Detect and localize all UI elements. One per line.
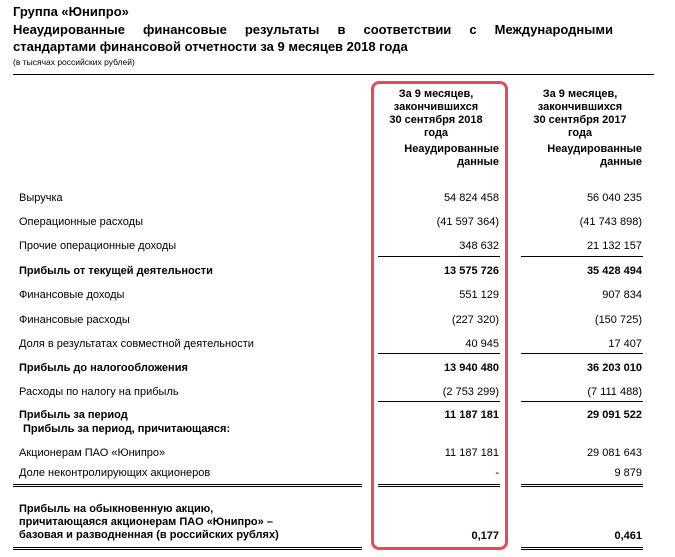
value-2017: 9 879 — [614, 467, 642, 479]
row-label: Прибыль от текущей деятельности — [19, 265, 213, 277]
table-row — [0, 385, 675, 399]
value-2018: (2 753 299) — [442, 386, 499, 398]
highlight-box-2018 — [371, 81, 508, 550]
value-2018: 11 187 181 — [444, 447, 499, 459]
value-2017: 21 132 157 — [586, 240, 642, 252]
table-row — [0, 337, 675, 351]
row-label: Финансовые доходы — [19, 289, 125, 301]
eps-label: Прибыль на обыкновенную акцию, причитающаяся акционерам ПАО «Юнипро» – базовая и разводненная (в российских рублях) — [19, 503, 279, 541]
value-2017: 29 081 643 — [586, 447, 642, 459]
bottom-rule-2017 — [521, 547, 643, 548]
table-row — [0, 466, 675, 480]
total-rule-2017-2 — [521, 486, 643, 487]
value-2018: (41 597 364) — [436, 216, 499, 228]
bottom-rule-left-2 — [13, 549, 362, 550]
bottom-rule-2017-2 — [521, 549, 643, 550]
subtotal-rule-2017 — [521, 256, 643, 257]
eps-value-2018: 0,177 — [471, 530, 499, 542]
total-rule-2017 — [521, 484, 643, 485]
value-2018: 551 129 — [459, 289, 499, 301]
table-row — [0, 215, 675, 229]
total-rule-left-2 — [13, 486, 362, 487]
row-label: Финансовые расходы — [19, 314, 130, 326]
value-2017: 35 428 494 — [586, 265, 642, 277]
value-2017: (41 743 898) — [579, 216, 642, 228]
table-row — [0, 288, 675, 302]
top-rule — [13, 74, 654, 75]
value-2018: (227 320) — [451, 314, 499, 326]
value-2018: - — [495, 467, 499, 479]
table-row — [0, 191, 675, 205]
row-label: Доле неконтролирующих акционеров — [19, 467, 211, 479]
value-2018: 13 575 726 — [443, 265, 499, 277]
value-2018: 11 187 181 — [444, 409, 499, 421]
column-header-2018: За 9 месяцев, закончившихся 30 сентября 2018 года — [389, 88, 483, 139]
value-2017: (7 111 488) — [587, 386, 642, 398]
value-2018: 348 632 — [459, 240, 499, 252]
value-2017: 29 091 522 — [586, 409, 642, 421]
row-label: Операционные расходы — [19, 216, 143, 228]
table-row — [0, 446, 675, 460]
row-label: Доля в результатах совместной деятельности — [19, 338, 254, 350]
total-rule-left — [13, 484, 362, 485]
value-2017: 907 834 — [602, 289, 642, 301]
units-note: (в тысячах российских рублей) — [13, 57, 135, 67]
value-2017: 36 203 010 — [586, 362, 642, 374]
value-2018: 40 945 — [465, 338, 499, 350]
table-row-attribution — [0, 422, 675, 436]
company-name: Группа «Юнипро» — [13, 4, 129, 19]
eps-value-2017: 0,461 — [614, 530, 642, 542]
column-subheader-2018: Неаудированные данные — [404, 143, 499, 168]
row-label: Прибыль за период — [19, 409, 128, 421]
value-2017: (150 725) — [594, 314, 642, 326]
row-label: Акционерам ПАО «Юнипро» — [19, 447, 166, 459]
subtotal-rule-2017 — [521, 401, 643, 402]
value-2017: 56 040 235 — [586, 192, 642, 204]
value-2018: 13 940 480 — [443, 362, 499, 374]
table-row-total — [0, 264, 675, 278]
column-subheader-2017: Неаудированные данные — [547, 143, 642, 168]
report-title-line2: стандартами финансовой отчетности за 9 месяцев 2018 года — [13, 39, 408, 54]
table-row — [0, 239, 675, 253]
column-header-2017: За 9 месяцев, закончившихся 30 сентября 2017 года — [533, 88, 627, 139]
row-label: Прибыль до налогообложения — [19, 362, 188, 374]
table-row — [0, 313, 675, 327]
row-label: Прибыль за период, причитающаяся: — [23, 423, 231, 435]
subtotal-rule-2017 — [521, 353, 643, 354]
row-label: Прочие операционные доходы — [19, 240, 177, 252]
report-title-line1: Неаудированные финансовые результаты в соответствии с Международными — [13, 22, 613, 37]
table-row-total — [0, 361, 675, 375]
row-label: Выручка — [19, 192, 63, 204]
row-label: Расходы по налогу на прибыль — [19, 386, 179, 398]
bottom-rule-left — [13, 547, 362, 548]
value-2018: 54 824 458 — [443, 192, 499, 204]
value-2017: 17 407 — [608, 338, 642, 350]
table-row-total — [0, 408, 675, 422]
